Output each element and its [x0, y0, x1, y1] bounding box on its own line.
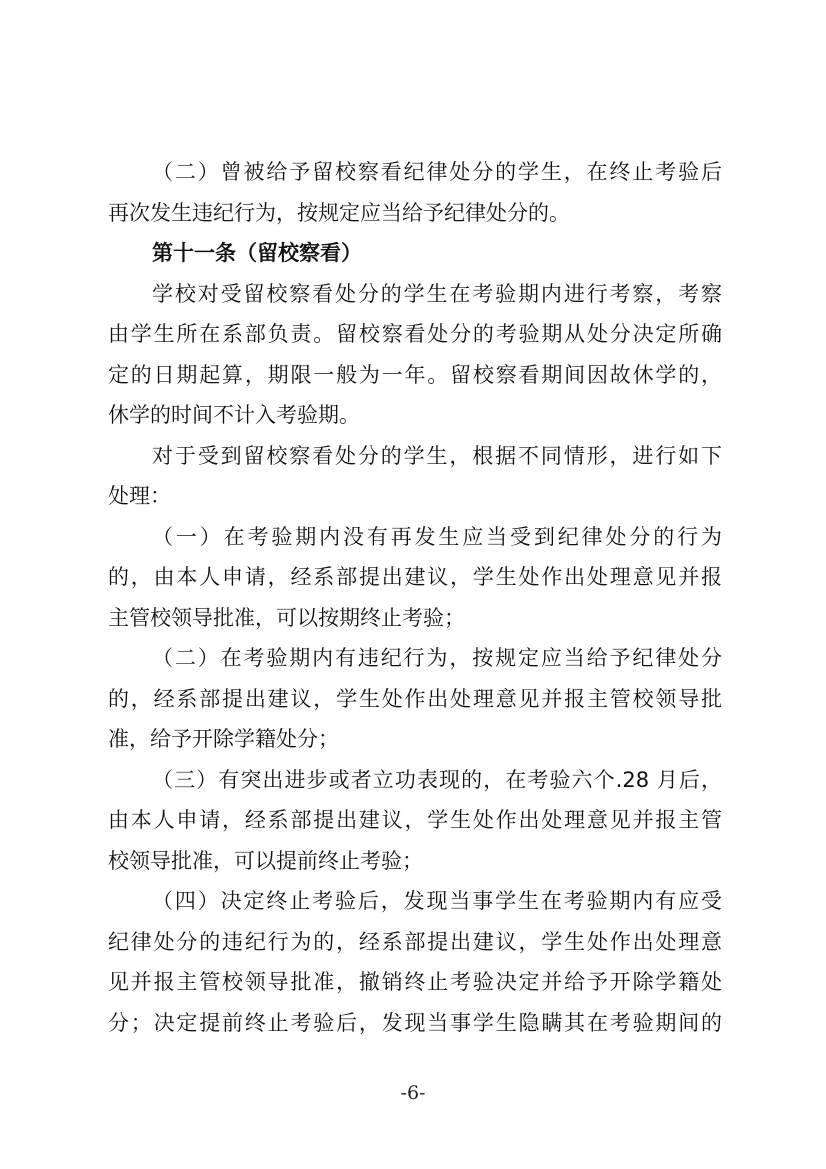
text-line: 再次发生违纪行为，按规定应当给予纪律处分的。 [108, 200, 570, 225]
text-line: 定的日期起算，期限一般为一年。留校察看期间因故休学的， [108, 362, 722, 387]
text-line: （四）决定终止考验后，发现当事学生在考验期内有应受 [152, 889, 722, 913]
text-line: 学校对受留校察看处分的学生在考验期内进行考察，考察 [152, 281, 722, 306]
text-line: 校领导批准，可以提前终止考验； [108, 848, 423, 873]
text-line: 纪律处分的违纪行为的，经系部提出建议，学生处作出处理意 [108, 929, 722, 954]
text-line: 由本人申请，经系部提出建议，学生处作出处理意见并报主管 [108, 808, 722, 832]
page-number: -6- [400, 1082, 426, 1104]
text-line: 的，由本人申请，经系部提出建议，学生处作出处理意见并报 [108, 565, 722, 589]
text-line: 分；决定提前终止考验后，发现当事学生隐瞒其在考验期间的 [108, 1010, 722, 1035]
section-heading: 第十一条（留校察看） [152, 241, 362, 265]
text-line: 休学的时间不计入考验期。 [108, 403, 360, 427]
text-line: 的，经系部提出建议，学生处作出处理意见并报主管校领导批 [108, 686, 722, 711]
text-line: 处理： [108, 484, 171, 508]
text-line: （三）有突出进步或者立功表现的，在考验六个.28 月后， [152, 767, 722, 792]
text-line: 见并报主管校领导批准，撤销终止考验决定并给予开除学籍处 [108, 970, 722, 994]
text-line: 对于受到留校察看处分的学生，根据不同情形，进行如下 [152, 443, 722, 468]
text-line: 准，给予开除学籍处分； [108, 727, 339, 751]
text-line: （二）曾被给予留校察看纪律处分的学生，在终止考验后 [152, 160, 722, 184]
text-line: （一）在考验期内没有再发生应当受到纪律处分的行为 [152, 524, 722, 549]
text-line: 由学生所在系部负责。留校察看处分的考验期从处分决定所确 [108, 322, 722, 346]
text-line: 主管校领导批准，可以按期终止考验； [108, 605, 465, 630]
text-line: （二）在考验期内有违纪行为，按规定应当给予纪律处分 [152, 646, 722, 670]
document-body [108, 152, 722, 1043]
